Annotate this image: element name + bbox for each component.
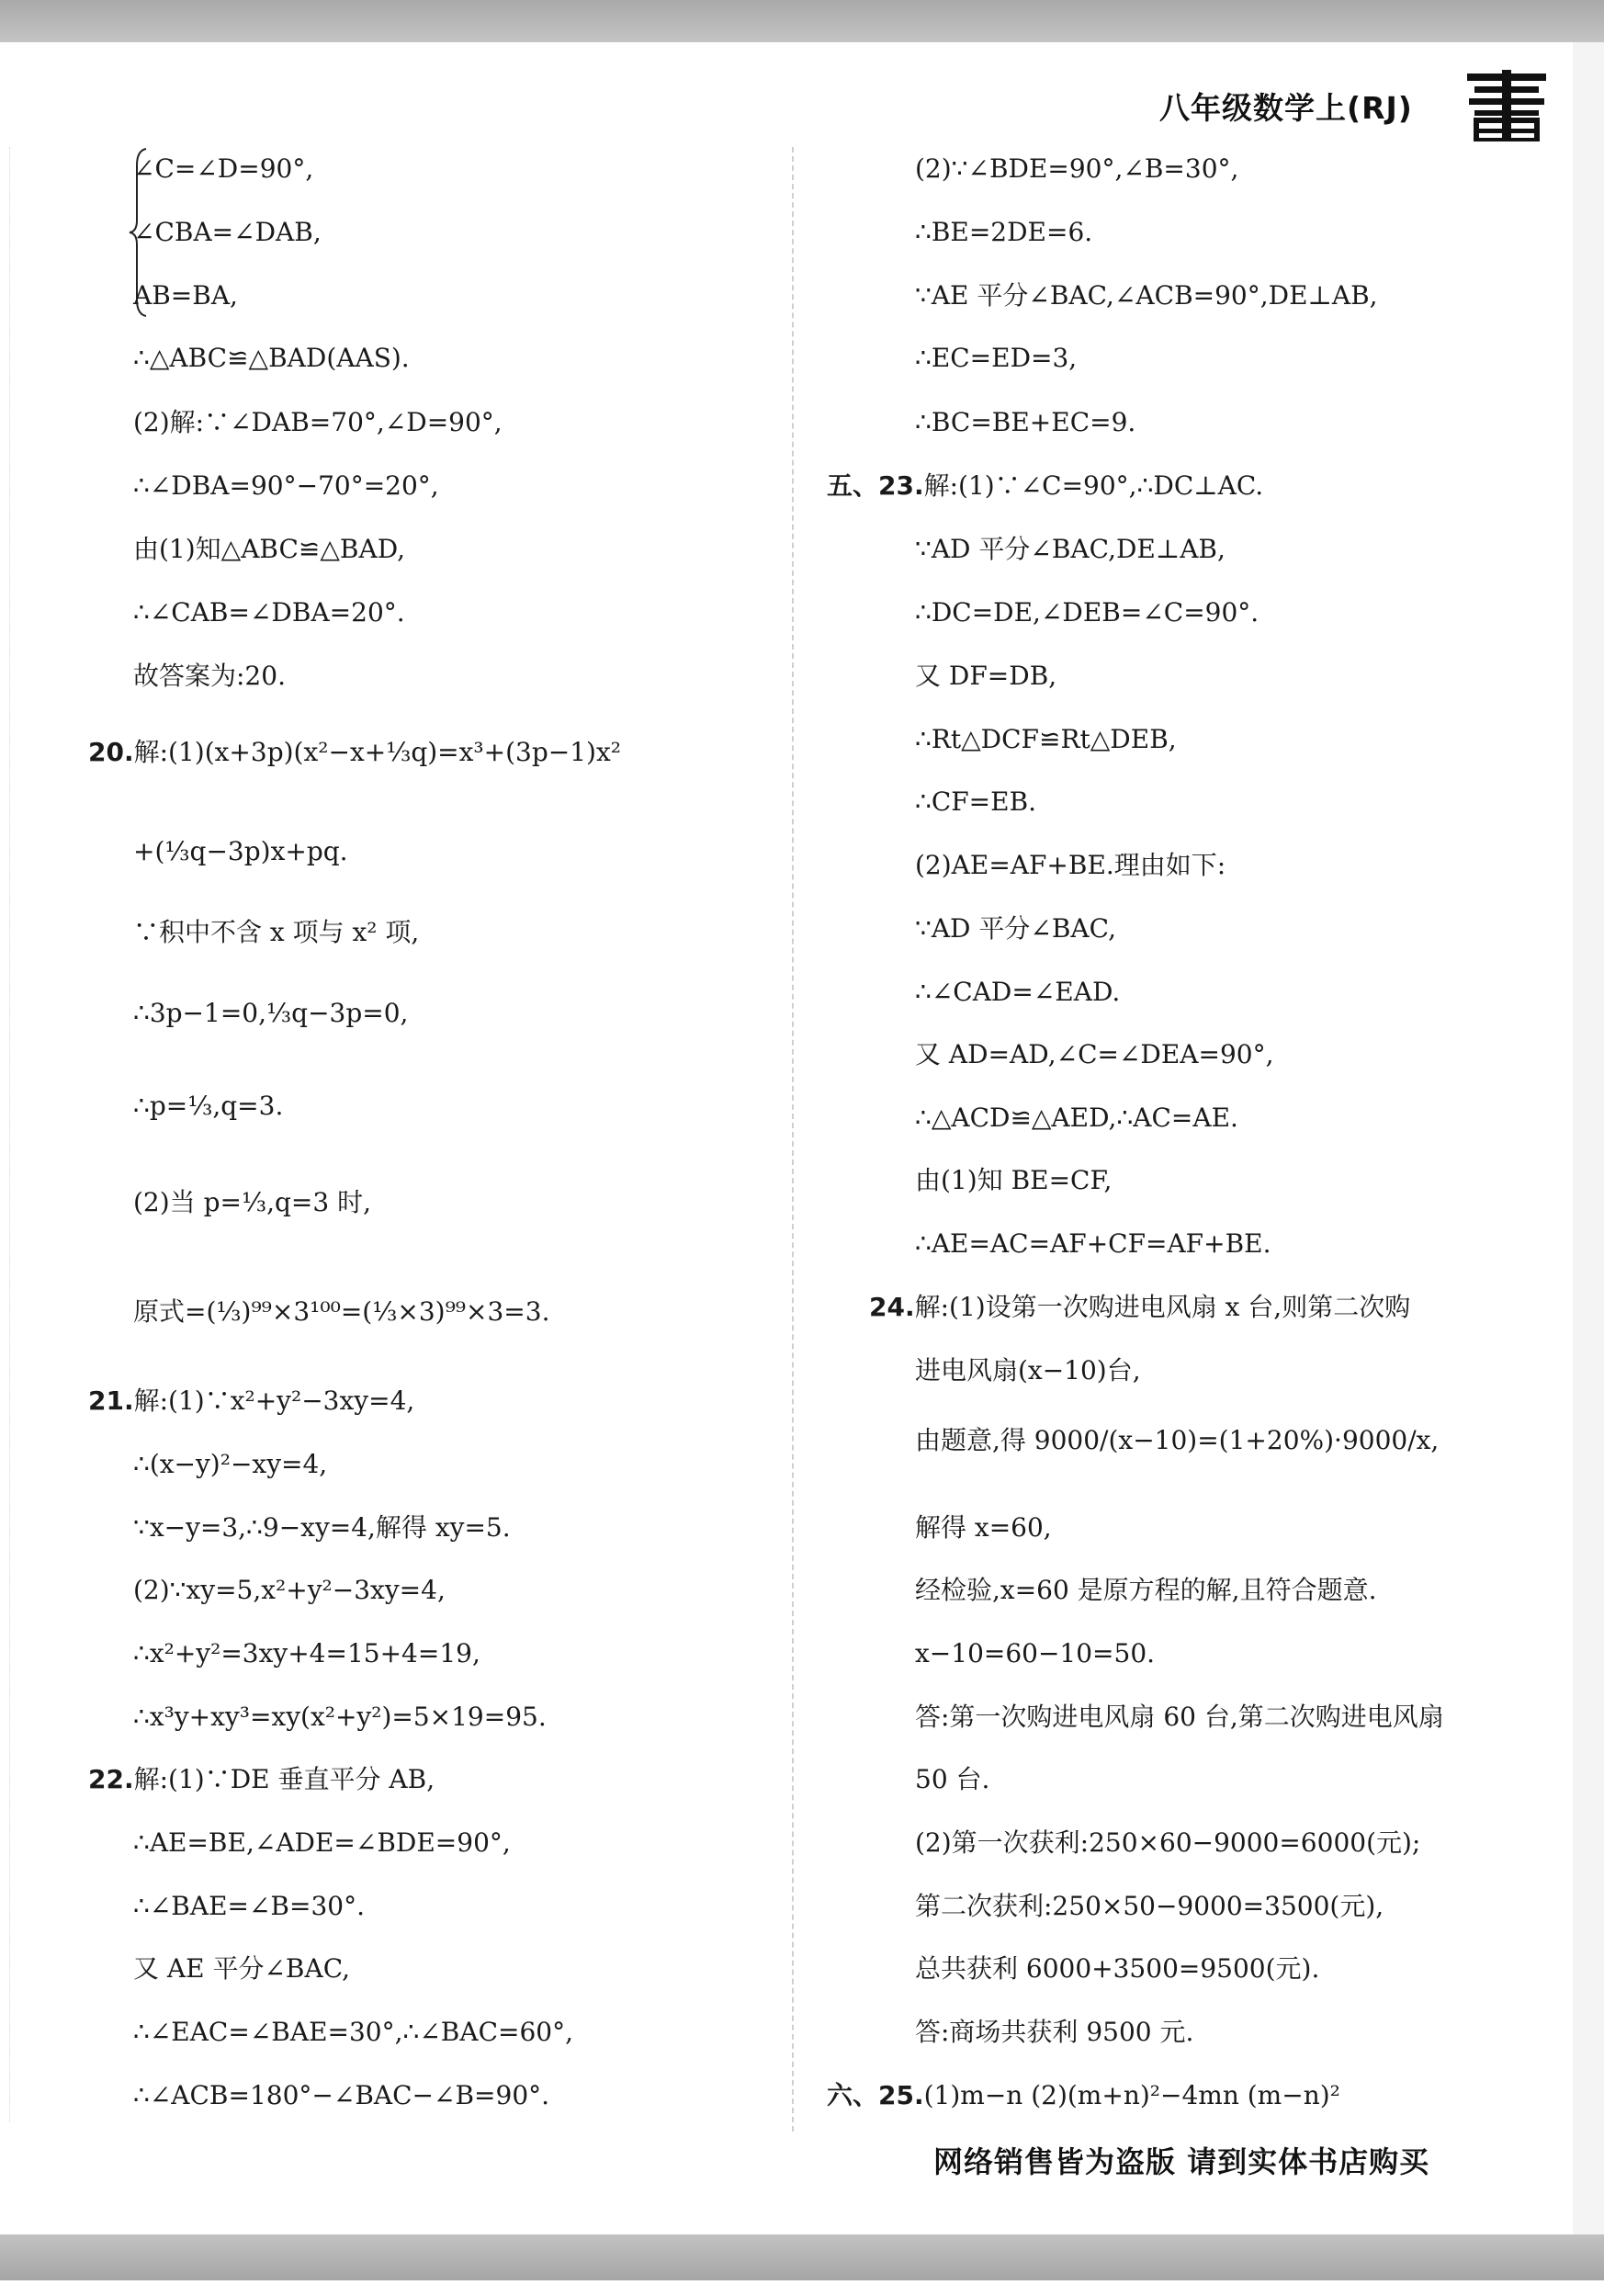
solution-line (88, 1761, 435, 1798)
line-text: (2)解:∵∠DAB=70°,∠D=90°, (133, 407, 503, 437)
line-text: ∴3p−1=0,⅓q−3p=0, (133, 998, 409, 1028)
solution-line (915, 1825, 1420, 1861)
solution-line (869, 1289, 1410, 1326)
line-text: 解:(1)设第一次购进电风扇 x 台,则第二次购 (914, 1292, 1411, 1322)
solution-line (915, 1226, 1271, 1262)
line-text: ∴∠EAC=∠BAE=30°,∴∠BAC=60°, (133, 2017, 573, 2047)
line-text: 解:(1)∵x²+y²−3xy=4, (133, 1386, 415, 1416)
solution-line (915, 1761, 989, 1798)
page-header-title: 八年级数学上(RJ) (1159, 90, 1413, 126)
line-text: ∴BE=2DE=6. (915, 217, 1093, 247)
solution-line (915, 784, 1036, 820)
line-text: ∴DC=DE,∠DEB=∠C=90°. (915, 597, 1259, 628)
solution-line (88, 1383, 414, 1419)
solution-line (915, 404, 1135, 441)
line-text: ∴∠ACB=180°−∠BAC−∠B=90°. (133, 2080, 550, 2110)
line-text: (2)AE=AF+BE.理由如下: (915, 850, 1226, 880)
solution-line (133, 1699, 547, 1736)
solution-line (915, 974, 1120, 1011)
line-text: 由(1)知 BE=CF, (915, 1165, 1113, 1195)
solution-line (133, 1888, 365, 1925)
solution-line (133, 277, 238, 314)
line-text: ∴∠DBA=90°−70°=20°, (133, 470, 439, 501)
solution-line (915, 531, 1226, 568)
line-text: (2)∵∠BDE=90°,∠B=30°, (915, 153, 1239, 184)
left-column-edge (9, 147, 10, 2122)
question-number: 五、23. (827, 470, 924, 501)
line-text: ∴AE=AC=AF+CF=AF+BE. (915, 1228, 1271, 1259)
solution-line (133, 1184, 371, 1221)
line-text: (2)当 p=⅓,q=3 时, (133, 1187, 371, 1217)
line-text: 进电风扇(x−10)台, (915, 1355, 1141, 1386)
solution-line (915, 340, 1077, 377)
solution-line (133, 340, 410, 377)
solution-line (133, 1446, 327, 1483)
line-text: 经检验,x=60 是原方程的解,且符合题意. (915, 1575, 1377, 1605)
line-text: 50 台. (915, 1764, 990, 1794)
line-text: (2)∵xy=5,x²+y²−3xy=4, (133, 1575, 446, 1605)
solution-line (915, 658, 1056, 695)
solution-line (915, 594, 1259, 631)
solution-line (915, 1422, 1439, 1459)
solution-line (133, 214, 322, 251)
line-text: AB=BA, (133, 280, 238, 311)
line-text: ∴Rt△DCF≌Rt△DEB, (915, 724, 1177, 754)
solution-line (915, 277, 1378, 314)
solution-line (827, 2077, 1340, 2114)
line-text: ∵x−y=3,∴9−xy=4,解得 xy=5. (133, 1512, 511, 1543)
solution-line (915, 151, 1238, 187)
solution-line (133, 1088, 283, 1125)
line-text: 原式=(⅓)⁹⁹×3¹⁰⁰=(⅓×3)⁹⁹×3=3. (133, 1296, 550, 1327)
solution-line (827, 468, 1263, 504)
line-text: ∴x²+y²=3xy+4=15+4=19, (133, 1638, 480, 1668)
line-text: 由(1)知△ABC≌△BAD, (133, 534, 406, 564)
solution-line (133, 1572, 446, 1609)
line-text: (1)m−n (2)(m+n)²−4mn (m−n)² (923, 2080, 1340, 2110)
solution-line (133, 594, 405, 631)
solution-line (133, 833, 348, 870)
solution-line (915, 1572, 1376, 1609)
solution-line (133, 404, 503, 441)
line-text: ∴(x−y)²−xy=4, (133, 1449, 328, 1479)
solution-line (133, 2077, 549, 2114)
solution-line (915, 910, 1116, 947)
solution-line (915, 1635, 1155, 1672)
line-text: ∴AE=BE,∠ADE=∠BDE=90°, (133, 1827, 511, 1858)
solution-line (915, 2014, 1193, 2051)
line-text: 答:商场共获利 9500 元. (915, 2017, 1194, 2047)
question-number: 22. (88, 1764, 134, 1794)
solution-line (88, 734, 621, 771)
line-text: 故答案为:20. (133, 661, 286, 691)
solution-line (133, 468, 439, 504)
line-text: x−10=60−10=50. (915, 1638, 1156, 1668)
scan-right-edge (1573, 42, 1604, 2234)
line-text: ∠CBA=∠DAB, (133, 217, 322, 247)
line-text: ∵AE 平分∠BAC,∠ACB=90°,DE⊥AB, (915, 280, 1378, 311)
solution-line (915, 1951, 1319, 1987)
line-text: 又 AE 平分∠BAC, (133, 1953, 351, 1984)
line-text: ∵AD 平分∠BAC,DE⊥AB, (915, 534, 1226, 564)
line-text: (2)第一次获利:250×60−9000=6000(元); (915, 1827, 1421, 1858)
line-text: 解:(1)∵DE 垂直平分 AB, (133, 1764, 435, 1794)
question-number: 21. (88, 1386, 134, 1416)
line-text: ∴△ABC≌△BAD(AAS). (133, 343, 410, 373)
line-text: +(⅓q−3p)x+pq. (133, 836, 348, 866)
solution-line (915, 1352, 1141, 1389)
line-text: ∠C=∠D=90°, (133, 153, 314, 184)
line-text: ∴BC=BE+EC=9. (915, 407, 1136, 437)
question-number: 20. (88, 737, 134, 767)
line-text: 总共获利 6000+3500=9500(元). (915, 1953, 1320, 1984)
line-text: ∴∠CAD=∠EAD. (915, 977, 1121, 1007)
line-text: ∴∠CAB=∠DBA=20°. (133, 597, 405, 628)
solution-line (915, 1100, 1238, 1137)
line-text: ∴x³y+xy³=xy(x²+y²)=5×19=95. (133, 1702, 547, 1732)
line-text: ∴∠BAE=∠B=30°. (133, 1891, 365, 1921)
line-text: ∴EC=ED=3, (915, 343, 1078, 373)
line-text: 解得 x=60, (915, 1512, 1052, 1543)
solution-line (133, 531, 405, 568)
solution-line (915, 1036, 1274, 1073)
solution-line (133, 2014, 573, 2051)
solution-line (133, 658, 286, 695)
solution-line (915, 1510, 1052, 1546)
solution-line (915, 721, 1177, 758)
line-text: 第二次获利:250×50−9000=3500(元), (915, 1891, 1384, 1921)
line-text: 解:(1)(x+3p)(x²−x+⅓q)=x³+(3p−1)x² (133, 737, 621, 767)
line-text: ∴CF=EB. (915, 786, 1037, 817)
solution-line (915, 214, 1092, 251)
solution-line (915, 1699, 1444, 1736)
line-text: ∵积中不含 x 项与 x² 项, (133, 917, 420, 947)
solution-line (915, 847, 1226, 884)
line-text: ∴p=⅓,q=3. (133, 1091, 284, 1121)
solution-line (915, 1162, 1112, 1199)
solution-line (133, 1825, 511, 1861)
solution-line (133, 151, 313, 187)
question-number: 六、25. (827, 2080, 924, 2110)
scan-bottom-band (0, 2234, 1604, 2280)
anti-piracy-slogan: 网络销售皆为盗版 请到实体书店购买 (933, 2144, 1430, 2179)
solution-line (915, 1888, 1384, 1925)
line-text: ∴△ACD≌△AED,∴AC=AE. (915, 1103, 1238, 1133)
solution-line (133, 1635, 480, 1672)
line-text: 又 DF=DB, (915, 661, 1057, 691)
scan-top-band (0, 0, 1604, 42)
solution-line (133, 1294, 549, 1330)
solution-line (133, 914, 419, 951)
column-divider (792, 147, 794, 2132)
line-text: 由题意,得 9000/(x−10)=(1+20%)·9000/x, (915, 1425, 1440, 1455)
book-logo-icon (1465, 70, 1548, 141)
line-text: 答:第一次购进电风扇 60 台,第二次购进电风扇 (915, 1702, 1444, 1732)
question-number: 24. (869, 1292, 915, 1322)
solution-line (133, 1510, 511, 1546)
line-text: 解:(1)∵∠C=90°,∴DC⊥AC. (923, 470, 1264, 501)
line-text: 又 AD=AD,∠C=∠DEA=90°, (915, 1039, 1274, 1069)
solution-line (133, 995, 408, 1032)
solution-line (133, 1951, 350, 1987)
line-text: ∵AD 平分∠BAC, (915, 913, 1116, 944)
